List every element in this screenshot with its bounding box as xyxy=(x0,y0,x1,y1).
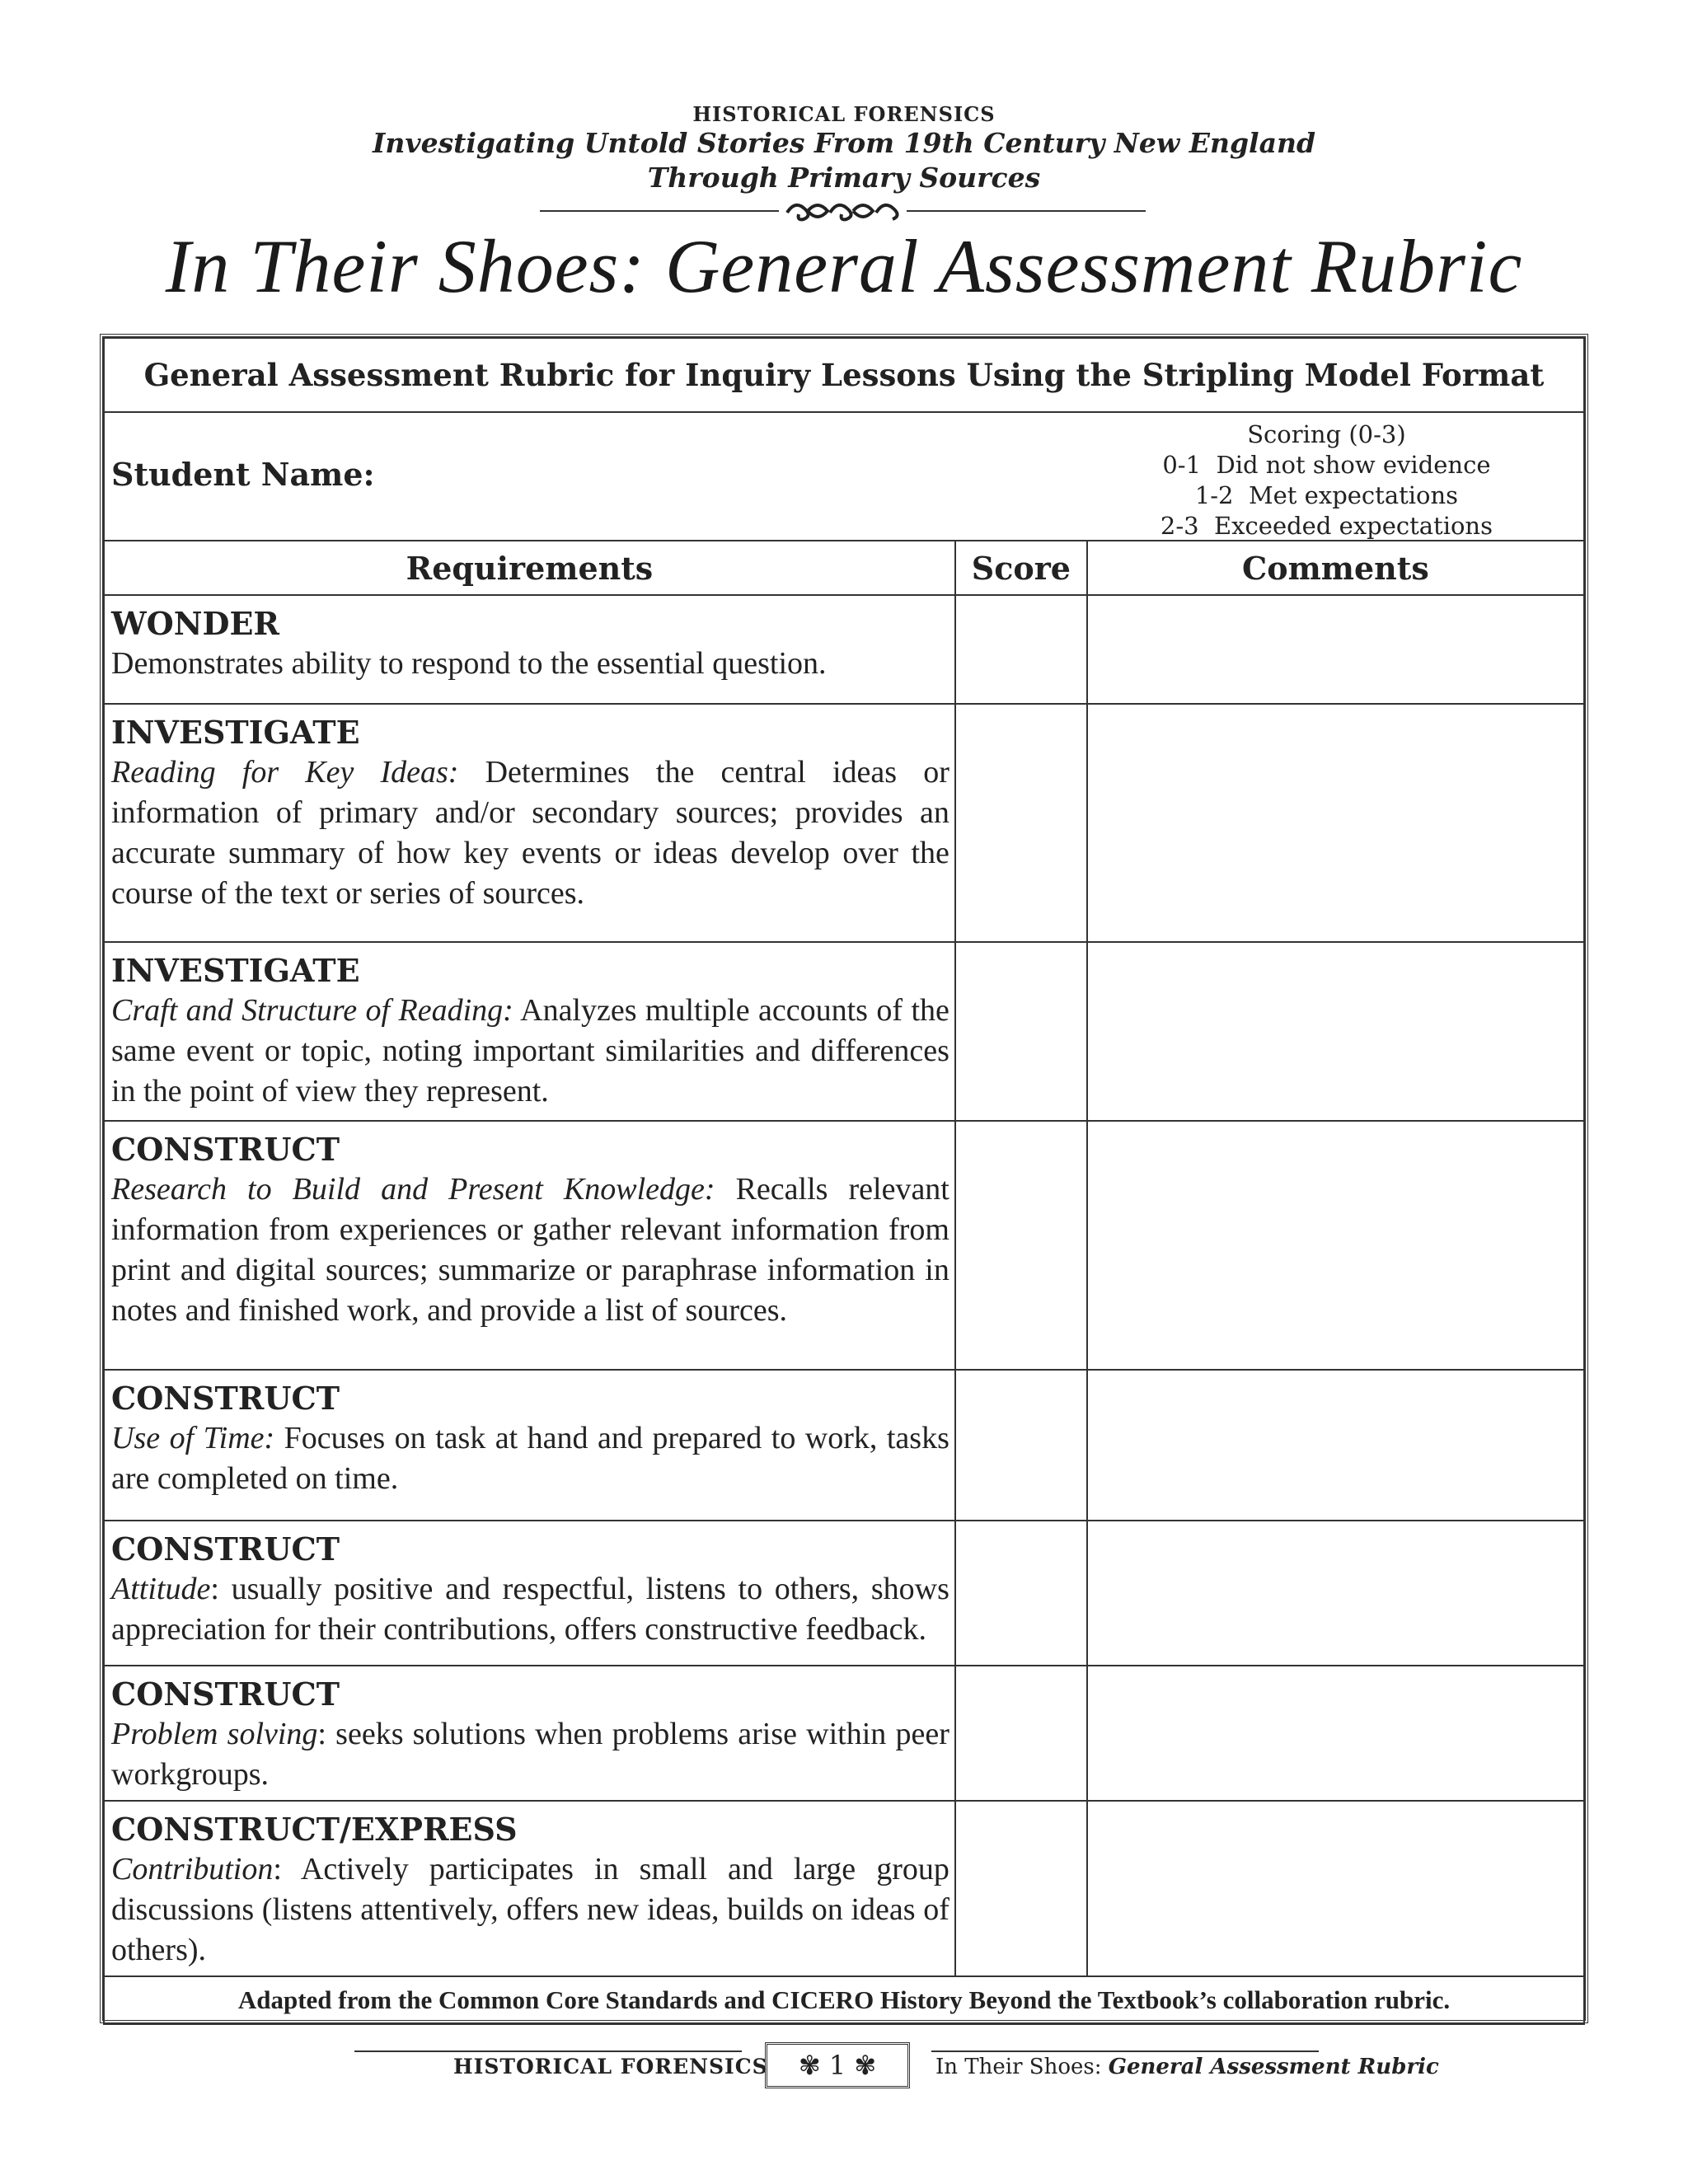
requirement-heading: WONDER xyxy=(111,605,280,642)
comments-cell[interactable] xyxy=(1087,704,1584,942)
table-row xyxy=(104,595,1584,704)
scoring-level: 0-1 Did not show evidence xyxy=(1162,451,1491,479)
requirement-heading: CONSTRUCT xyxy=(111,1131,340,1168)
table-row xyxy=(104,1801,1584,1976)
comments-cell[interactable] xyxy=(1087,1666,1584,1801)
comments-cell[interactable] xyxy=(1087,595,1584,704)
table-row xyxy=(104,1666,1584,1801)
page-title: In Their Shoes: General Assessment Rubric xyxy=(165,224,1523,308)
requirement-cell xyxy=(104,704,955,942)
score-cell[interactable] xyxy=(955,1121,1087,1370)
comments-cell[interactable] xyxy=(1087,1521,1584,1666)
requirement-heading: INVESTIGATE xyxy=(111,714,360,751)
comments-header: Comments xyxy=(1087,541,1584,595)
comments-cell[interactable] xyxy=(1087,942,1584,1121)
comments-cell[interactable] xyxy=(1087,1121,1584,1370)
requirement-cell xyxy=(104,1521,955,1666)
score-cell[interactable] xyxy=(955,595,1087,704)
scoring-level: 2-3 Exceeded expectations xyxy=(1160,512,1493,540)
student-name-row xyxy=(104,412,1584,541)
requirement-text: Attitude: usually positive and respectful, listens to others, shows appreciation for their contributions, offers constructive feedback. xyxy=(111,1572,950,1647)
requirement-text: Contribution: Actively participates in small and large group discussions (listens attentively, offers new ideas, builds on ideas of others). xyxy=(111,1852,950,1967)
table-row xyxy=(104,1521,1584,1666)
footer-rule-right xyxy=(931,2050,1319,2052)
page-number: 1 xyxy=(828,2050,846,2081)
rubric-title: General Assessment Rubric for Inquiry Lessons Using the Stripling Model Format xyxy=(104,338,1584,412)
table-row xyxy=(104,704,1584,942)
page-number-box xyxy=(765,2042,910,2088)
requirement-heading: CONSTRUCT/EXPRESS xyxy=(111,1811,518,1848)
score-cell[interactable] xyxy=(955,1521,1087,1666)
footer-title: In Their Shoes: General Assessment Rubric xyxy=(935,2055,1439,2079)
footer-rule-left xyxy=(354,2050,742,2052)
fan-ornament-icon: ✾ xyxy=(846,2050,877,2081)
scoring-level: 1-2 Met expectations xyxy=(1194,481,1459,509)
requirement-heading: INVESTIGATE xyxy=(111,952,360,989)
subtitle-line-1: Investigating Untold Stories From 19th Century New England xyxy=(372,127,1316,159)
footer-series: HISTORICAL FORENSICS xyxy=(453,2055,768,2079)
comments-cell[interactable] xyxy=(1087,1801,1584,1976)
requirement-text: Reading for Key Ideas: Determines the central ideas or information of primary and/or secondary sources; provides an accurate summary of how key events or ideas develop over the course of the text or series of sources. xyxy=(111,755,950,911)
requirement-heading: CONSTRUCT xyxy=(111,1675,340,1713)
requirement-text: Use of Time: Focuses on task at hand and prepared to work, tasks are completed on time. xyxy=(111,1421,950,1496)
requirement-cell xyxy=(104,942,955,1121)
scoring-key xyxy=(1160,419,1493,541)
scoring-title: Scoring (0-3) xyxy=(1247,420,1406,448)
table-row xyxy=(104,942,1584,1121)
requirement-text: Problem solving: seeks solutions when problems arise within peer workgroups. xyxy=(111,1717,950,1792)
requirement-cell xyxy=(104,595,955,704)
series-label: HISTORICAL FORENSICS xyxy=(692,102,996,126)
requirement-cell xyxy=(104,1666,955,1801)
table-row xyxy=(104,1121,1584,1370)
rubric-table xyxy=(103,337,1585,2025)
requirement-text: Research to Build and Present Knowledge: Recalls relevant information from experiences or gather relevant information from print and digital sources; summarize or paraphrase information in notes and finished work, and provide a list of sources. xyxy=(111,1172,950,1328)
requirements-header: Requirements xyxy=(104,541,955,595)
requirement-heading: CONSTRUCT xyxy=(111,1530,340,1568)
requirement-cell xyxy=(104,1370,955,1521)
requirement-cell xyxy=(104,1801,955,1976)
score-cell[interactable] xyxy=(955,704,1087,942)
fan-ornament-icon: ✾ xyxy=(798,2050,829,2081)
requirement-heading: CONSTRUCT xyxy=(111,1380,340,1417)
requirement-text: Demonstrates ability to respond to the essential question. xyxy=(111,646,827,681)
adapted-from-note: Adapted from the Common Core Standards and CICERO History Beyond the Textbook’s collaboration rubric. xyxy=(104,1976,1584,2024)
score-cell[interactable] xyxy=(955,1801,1087,1976)
score-cell[interactable] xyxy=(955,1370,1087,1521)
comments-cell[interactable] xyxy=(1087,1370,1584,1521)
score-cell[interactable] xyxy=(955,942,1087,1121)
table-row xyxy=(104,1370,1584,1521)
score-header: Score xyxy=(955,541,1087,595)
score-cell[interactable] xyxy=(955,1666,1087,1801)
requirement-cell xyxy=(104,1121,955,1370)
requirement-text: Craft and Structure of Reading: Analyzes multiple accounts of the same event or topic, noting important similarities and differences in the point of view they represent. xyxy=(111,993,950,1108)
student-name-label: Student Name: xyxy=(111,456,375,493)
subtitle-line-2: Through Primary Sources xyxy=(647,162,1041,194)
